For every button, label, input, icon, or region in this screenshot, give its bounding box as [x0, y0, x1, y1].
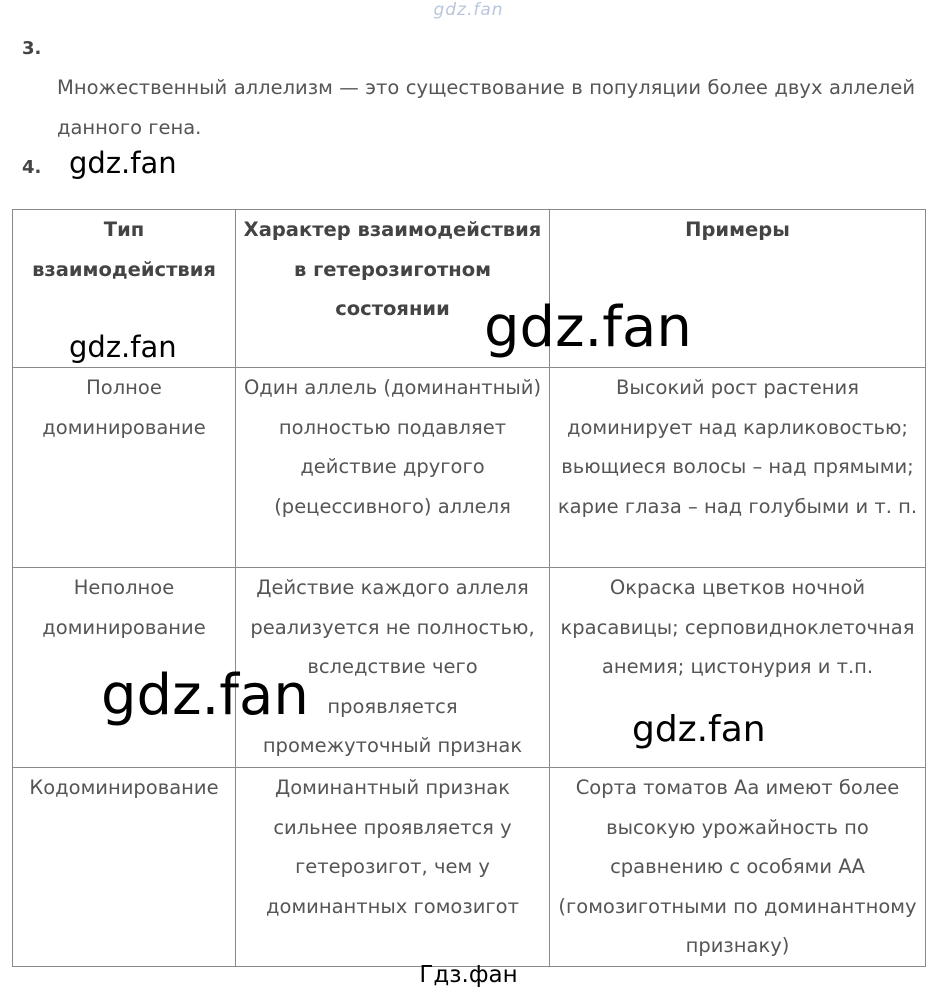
watermark-top: gdz.fan [433, 0, 504, 20]
cell-character: Один аллель (доминантный) полностью подавляет действие другого (рецессивного) аллеля [236, 368, 550, 568]
question-number-3: 3. [22, 38, 42, 59]
watermark-row2-left: gdz.fan [101, 663, 309, 728]
watermark-row2-right: gdz.fan [632, 709, 766, 750]
table-row [13, 768, 926, 967]
cell-examples: Сорта томатов Аа имеют более высокую урожайность по сравнению с особями АА (гомозиготными по доминантному признаку) [550, 768, 926, 967]
cell-character: Действие каждого аллеля реализуется не полностью, вследствие чего проявляется промежуточный признак [236, 568, 550, 768]
footer-watermark: Гдз.фан [419, 962, 518, 988]
watermark-header-left: gdz.fan [69, 330, 177, 364]
table-row [13, 368, 926, 568]
header-type: Тип взаимодействия [13, 210, 236, 368]
cell-examples: Высокий рост растения доминирует над карликовостью; вьющиеся волосы – над прямыми; карие глаза – над голубыми и т. п. [550, 368, 926, 568]
watermark-header-center: gdz.fan [484, 295, 692, 360]
watermark-q4: gdz.fan [69, 146, 177, 180]
cell-type: Неполное доминирование [13, 568, 236, 768]
cell-character: Доминантный признак сильнее проявляется у гетерозигот, чем у доминантных гомозигот [236, 768, 550, 967]
interaction-table [12, 209, 926, 967]
cell-type: Кодоминирование [13, 768, 236, 967]
cell-type: Полное доминирование [13, 368, 236, 568]
cell-examples: Окраска цветков ночной красавицы; серповидноклеточная анемия; цистонурия и т.п. [550, 568, 926, 768]
header-examples: Примеры [550, 210, 926, 368]
question-number-4: 4. [22, 157, 42, 178]
header-character: Характер взаимодействия в гетерозиготном состоянии [236, 210, 550, 368]
question-3-answer: Множественный аллелизм — это существование в популяции более двух аллелей данного гена. [57, 76, 915, 139]
